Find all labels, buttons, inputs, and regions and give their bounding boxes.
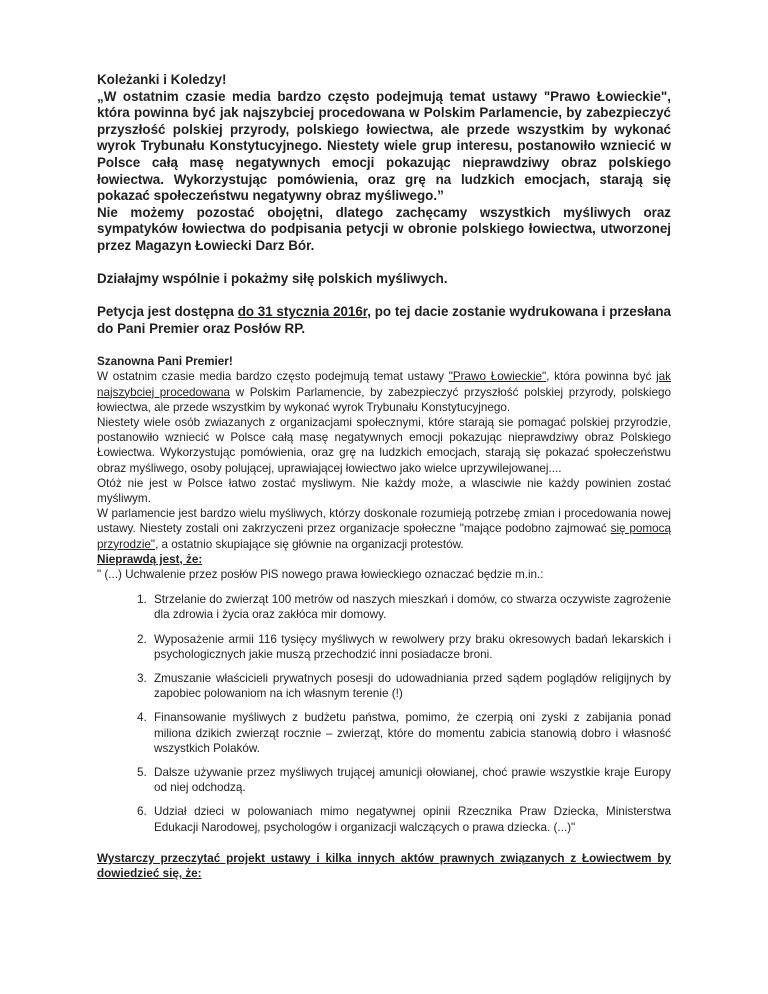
claim-item-5: 5. Dalsze używanie przez myśliwych trującej amunicji ołowianej, choć prawie wszystkie kraje Europy od niej odchodzą. — [150, 765, 671, 795]
p1-run-3: , która powinna być — [546, 370, 657, 384]
appeal-call-paragraph: Nie możemy pozostać obojętni, dlatego zachęcamy wszystkich myśliwych oraz sympatyków łowiectwa do podpisania petycji w obronie polskiego łowiectwa, utworzonej przez Magazyn Łowiecki Darz Bór. — [97, 204, 671, 253]
letter-paragraph-1 — [97, 369, 671, 415]
appeal-slogan: Działajmy wspólnie i pokażmy siłę polskich myśliwych. — [97, 271, 448, 287]
p1-underlined-phrase: jak najszybciej procedowana — [97, 370, 672, 399]
p4-run-1: W parlamencie jest bardzo wielu myśliwych, którzy doskonale rozumieją potrzebę zmian i procedowania nowej ustawy. Niestety zostali oni zakrzyczeni przez organizacje społeczne "mające podobno zajmować — [97, 507, 671, 536]
claims-intro: " (...) Uchwalenie przez posłów PiS nowego prawa łowieckiego oznaczać będzie m.in.: — [97, 567, 544, 581]
appeal-greeting: Koleżanki i Koledzy! — [97, 72, 227, 87]
claim-item-4: 4. Finansowanie myśliwych z budżetu państwa, pomimo, że czerpią oni zyski z zabijania ponad miliona dzikich zwierząt rocznie – zwierząt, które do momentu zabicia stanowią dobro i własność wszystkich Polaków. — [150, 710, 671, 756]
appeal-section — [97, 72, 671, 338]
letter-section — [97, 354, 671, 881]
p4-underlined-phrase: się pomocą przyrodzie" — [97, 522, 672, 551]
claim-item-6: 6. Udział dzieci w polowaniach mimo negatywnej opinii Rzecznika Praw Dziecka, Ministerstwa Edukacji Narodowej, psychologów i organizacji walczących o prawa dziecka. (...)" — [150, 804, 671, 834]
availability-deadline: do 31 stycznia 2016r, — [237, 304, 371, 320]
claims-list — [97, 592, 671, 835]
availability-suffix: po tej dacie zostanie wydrukowana i przesłana do Pani Premier oraz Posłów RP. — [97, 304, 671, 336]
blank-line — [97, 338, 671, 355]
claim-item-2: 2. Wyposażenie armii 116 tysięcy myśliwych w rewolwery przy braku okresowych badań lekarskich i psychologicznych jakie muszą przechodzić inni posiadacze broni. — [150, 632, 671, 662]
p1-underlined-law-title: "Prawo Łowieckie" — [448, 370, 547, 384]
claim-item-1: 1. Strzelanie do zwierząt 100 metrów od naszych mieszkań i domów, co stwarza oczywiste zagrożenie dla zdrowia i życia oraz zakłóca mir domowy. — [150, 592, 671, 622]
letter-paragraph-4 — [97, 506, 671, 552]
closing-statement: Wystarczy przeczytać projekt ustawy i kilka innych aktów prawnych związanych z Łowiectwem by dowiedzieć się, że: — [97, 851, 671, 880]
appeal-availability — [97, 304, 671, 337]
p1-run-1: W ostatnim czasie media bardzo często podejmują temat ustawy — [97, 370, 449, 384]
p1-run-5: w Polskim Parlamencie, by zabezpieczyć przyszłość polskiej przyrody, polskiego łowiectwa, ale przede wszystkim by wykonać wyrok Trybunału Konstytucyjnego. — [97, 385, 671, 414]
p4-run-3: , a ostatnio skupiające się głównie na organizacji protestów. — [155, 537, 464, 551]
claims-heading: Nieprawdą jest, że: — [97, 552, 203, 566]
letter-paragraph-3: Otóż nie jest w Polsce łatwo zostać mysliwym. Nie każdy może, a wlasciwie nie każdy powinien zostać myśliwym. — [97, 476, 671, 505]
blank-line — [97, 288, 671, 305]
letter-salutation: Szanowna Pani Premier! — [97, 355, 233, 369]
blank-line — [97, 255, 671, 272]
letter-paragraph-2: Niestety wiele osób zwiazanych z organizacjami społecznymi, które starają sie pomagać polskiej przyrodzie, postanowiło wzniecić w Polsce całą masę negatywnych emocji pokazując nieprawdziwy obraz Polskiego Łowiectwa. Wykorzystując pomówienia, oraz grę na ludzkich emocjach, starają się pokazać społeczeństwu obraz myśliwego, osoby polującej, uprawiającej łowiectwo jako wielce uprzywilejowanej.... — [97, 415, 671, 475]
availability-prefix: Petycja jest dostępna — [97, 304, 238, 320]
appeal-quote-paragraph: „W ostatnim czasie media bardzo często podejmują temat ustawy "Prawo Łowieckie", która powinna być jak najszybciej procedowana w Polskim Parlamencie, by zabezpieczyć przyszłość polskiej przyrody, polskiego łowiectwa, ale przede wszystkim by wykonać wyrok Trybunału Konstytucyjnego. Niestety wiele grup interesu, postanowiło wzniecić w Polsce całą masę negatywnych emocji pokazując nieprawdziwy obraz polskiego łowiectwa. Wykorzystując pomówienia, oraz grę na ludzkich emocjach, starają się pokazać społeczeństwu negatywny obraz myśliwego.” — [97, 88, 671, 204]
claim-item-3: 3. Zmuszanie właścicieli prywatnych posesji do udowadniania przed sądem poglądów religijnych by zapobiec polowaniom na ich własnym terenie (!) — [150, 671, 671, 701]
